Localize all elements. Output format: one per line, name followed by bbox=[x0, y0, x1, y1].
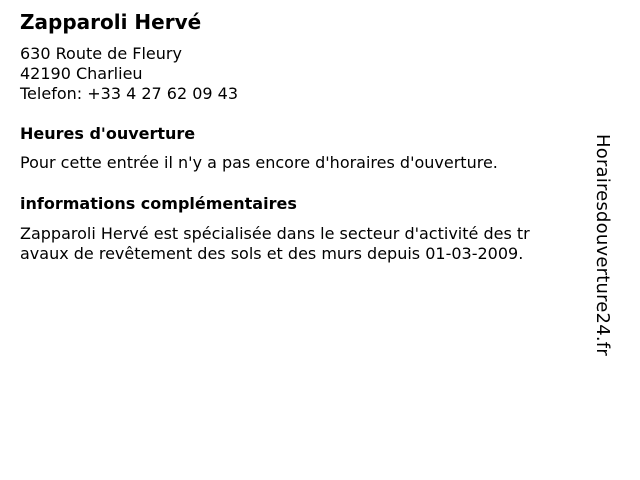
phone-number: Telefon: +33 4 27 62 09 43 bbox=[20, 84, 239, 103]
address-city: 42190 Charlieu bbox=[20, 64, 143, 83]
address-street: 630 Route de Fleury bbox=[20, 44, 182, 63]
business-address bbox=[20, 44, 238, 104]
site-watermark: Horairesdouverture24.fr bbox=[592, 134, 613, 356]
opening-hours-text: Pour cette entrée il n'y a pas encore d'horaires d'ouverture. bbox=[20, 153, 498, 172]
additional-info-line: avaux de revêtement des sols et des murs depuis 01-03-2009. bbox=[20, 244, 524, 263]
additional-info-line: Zapparoli Hervé est spécialisée dans le secteur d'activité des tr bbox=[20, 224, 530, 243]
business-name: Zapparoli Hervé bbox=[20, 10, 202, 34]
additional-info-text bbox=[20, 224, 530, 264]
additional-info-heading: informations complémentaires bbox=[20, 194, 297, 213]
opening-hours-heading: Heures d'ouverture bbox=[20, 124, 196, 143]
